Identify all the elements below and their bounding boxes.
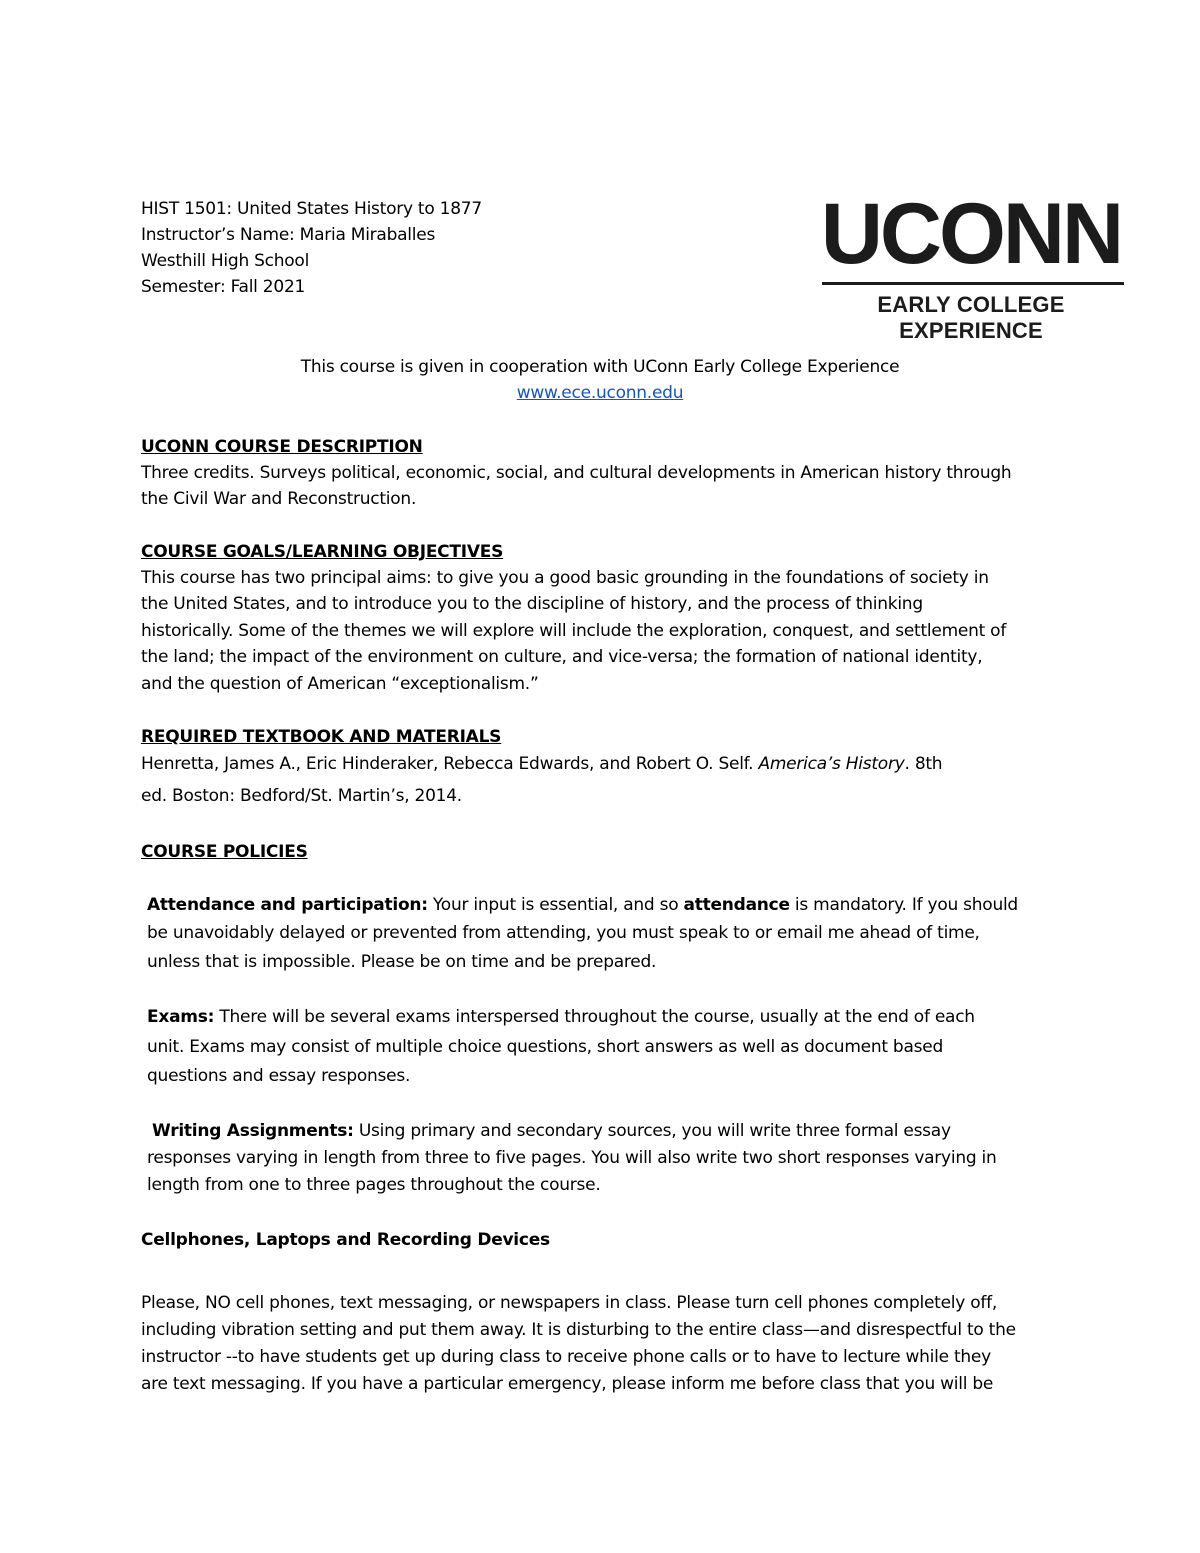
devices-line-1: Please, NO cell phones, text messaging, or newspapers in class. Please turn cell phones completely off, bbox=[141, 1293, 998, 1313]
goals-line-4: the land; the impact of the environment on culture, and vice-versa; the formation of national identity, bbox=[141, 647, 983, 667]
exams-label: Exams: bbox=[147, 1007, 215, 1027]
attendance-bold-word: attendance bbox=[683, 895, 790, 915]
course-title: HIST 1501: United States History to 1877 bbox=[141, 199, 482, 219]
devices-heading: Cellphones, Laptops and Recording Devices bbox=[141, 1230, 550, 1250]
semester: Semester: Fall 2021 bbox=[141, 277, 306, 297]
exams-line-3: questions and essay responses. bbox=[147, 1066, 411, 1086]
goals-line-5: and the question of American “exceptionalism.” bbox=[141, 674, 539, 694]
textbook-heading: REQUIRED TEXTBOOK AND MATERIALS bbox=[141, 727, 502, 747]
logo-subtitle-2: EXPERIENCE bbox=[899, 318, 1043, 343]
attendance-line-1 bbox=[147, 894, 1018, 916]
attendance-text-a: Your input is essential, and so bbox=[427, 895, 684, 915]
writing-label: Writing Assignments: bbox=[152, 1121, 354, 1141]
textbook-title: America’s History bbox=[758, 754, 905, 774]
cooperation-statement: This course is given in cooperation with UConn Early College Experience bbox=[300, 357, 900, 377]
textbook-edition: . 8th bbox=[904, 754, 943, 774]
course-policies-heading: COURSE POLICIES bbox=[141, 842, 308, 862]
exams-line-2: unit. Exams may consist of multiple choice questions, short answers as well as document based bbox=[147, 1037, 943, 1057]
devices-line-4: are text messaging. If you have a particular emergency, please inform me before class that you will be bbox=[141, 1374, 994, 1394]
description-line-1: Three credits. Surveys political, economic, social, and cultural developments in American history through bbox=[141, 463, 1012, 483]
course-description-heading: UCONN COURSE DESCRIPTION bbox=[141, 437, 423, 457]
writing-line-2: responses varying in length from three to five pages. You will also write two short responses varying in bbox=[147, 1148, 997, 1168]
instructor-name: Instructor’s Name: Maria Miraballes bbox=[141, 225, 436, 245]
writing-line-1 bbox=[152, 1120, 951, 1142]
writing-text: Using primary and secondary sources, you will write three formal essay bbox=[353, 1121, 951, 1141]
devices-line-3: instructor --to have students get up during class to receive phone calls or to have to lecture while they bbox=[141, 1347, 991, 1367]
ece-website-link[interactable]: www.ece.uconn.edu bbox=[516, 383, 684, 403]
textbook-authors: Henretta, James A., Eric Hinderaker, Rebecca Edwards, and Robert O. Self. bbox=[141, 754, 759, 774]
textbook-line-2: ed. Boston: Bedford/St. Martin’s, 2014. bbox=[141, 786, 462, 806]
exams-text: There will be several exams interspersed throughout the course, usually at the end of each bbox=[214, 1007, 975, 1027]
uconn-ece-logo bbox=[818, 186, 1124, 348]
school-name: Westhill High School bbox=[141, 251, 310, 271]
writing-line-3: length from one to three pages throughout the course. bbox=[147, 1175, 601, 1195]
ece-link-line bbox=[0, 382, 1200, 404]
devices-line-2: including vibration setting and put them away. It is disturbing to the entire class—and disrespectful to the bbox=[141, 1320, 1016, 1340]
logo-subtitle-1: EARLY COLLEGE bbox=[877, 292, 1065, 317]
attendance-label: Attendance and participation: bbox=[147, 895, 428, 915]
attendance-line-2: be unavoidably delayed or prevented from attending, you must speak to or email me ahead of time, bbox=[147, 923, 980, 943]
goals-line-2: the United States, and to introduce you to the discipline of history, and the process of thinking bbox=[141, 594, 923, 614]
textbook-line-1 bbox=[141, 753, 942, 775]
attendance-text-b: is mandatory. If you should bbox=[789, 895, 1018, 915]
attendance-line-3: unless that is impossible. Please be on time and be prepared. bbox=[147, 952, 657, 972]
goals-line-3: historically. Some of the themes we will explore will include the exploration, conquest, and settlement of bbox=[141, 621, 1007, 641]
exams-line-1 bbox=[147, 1006, 975, 1028]
description-line-2: the Civil War and Reconstruction. bbox=[141, 489, 417, 509]
goals-line-1: This course has two principal aims: to give you a good basic grounding in the foundations of society in bbox=[141, 568, 989, 588]
logo-divider bbox=[822, 282, 1124, 285]
logo-wordmark: UCONN bbox=[820, 186, 1122, 282]
course-goals-heading: COURSE GOALS/LEARNING OBJECTIVES bbox=[141, 542, 504, 562]
